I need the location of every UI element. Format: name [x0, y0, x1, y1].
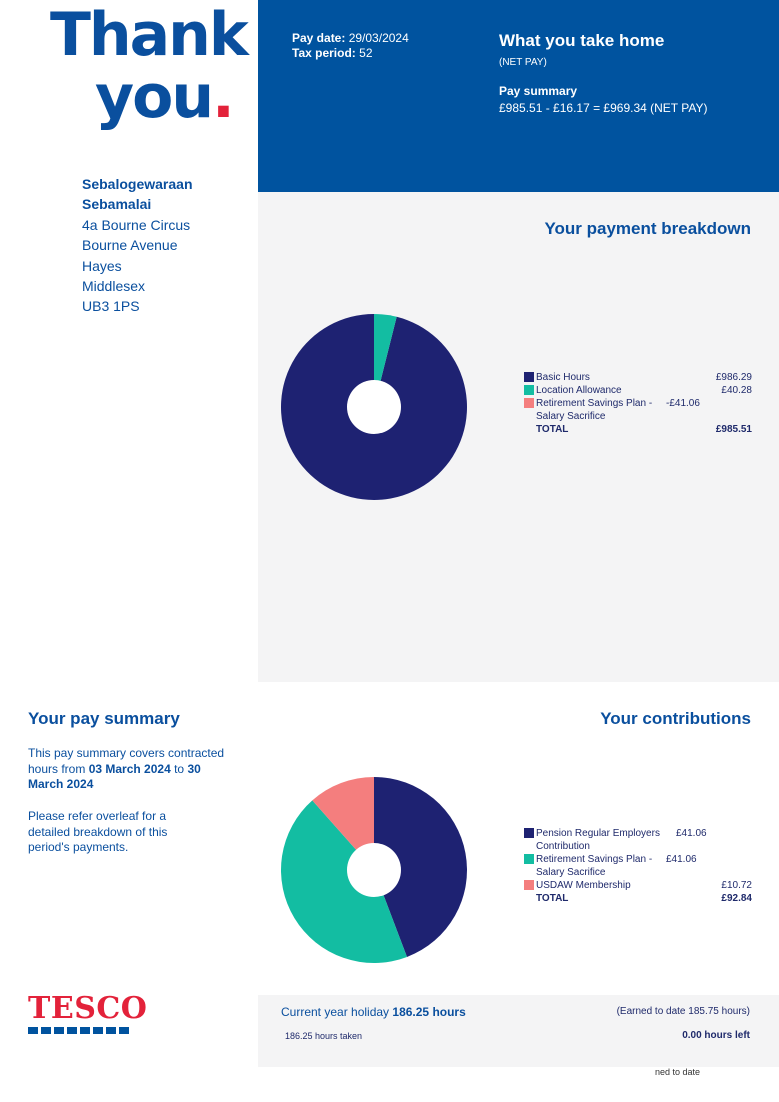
red-dot: .: [212, 62, 233, 132]
pay-summary-title: Your pay summary: [28, 709, 180, 728]
legend-row-retirement-savings: [524, 397, 752, 423]
current-holiday-label: Current year holiday: [281, 1005, 390, 1019]
tesco-logo: [28, 991, 148, 1034]
hours-taken: 186.25 hours taken: [285, 1031, 363, 1041]
net-pay-header: [258, 0, 779, 192]
footer-fragment: ned to date: [655, 1067, 701, 1077]
legend-row-basic-hours: [524, 371, 752, 384]
pay-period-info: [292, 31, 409, 61]
legend-swatch: [524, 880, 534, 890]
total-value: £985.51: [715, 424, 752, 435]
earned-to-date: (Earned to date 185.75 hours): [616, 1006, 750, 1017]
legend-label: Basic Hours: [536, 372, 590, 383]
thank-you-heading: [50, 0, 247, 132]
legend-row-total: [524, 423, 752, 436]
legend-label: Retirement Savings Plan - Salary Sacrifice: [536, 854, 653, 878]
logo-wordmark: TESCO: [28, 991, 148, 1026]
pay-summary-mid: to: [170, 761, 188, 776]
contributions-legend: [524, 827, 752, 905]
current-holiday-value: 186.25 hours: [392, 1005, 466, 1019]
address-line: 4a Bourne Circus: [82, 216, 191, 233]
legend-swatch: [524, 398, 534, 408]
employee-address: [82, 174, 193, 317]
logo-stripes: [28, 1027, 132, 1034]
address-line: Hayes: [82, 257, 122, 274]
hours-left: 0.00 hours left: [682, 1030, 750, 1041]
postcode: UB3 1PS: [82, 298, 140, 315]
pay-summary-label: Pay summary: [499, 84, 578, 98]
contributions-chart: [281, 777, 467, 963]
payment-breakdown-title: Your payment breakdown: [544, 219, 751, 238]
legend-value: £41.06: [676, 828, 707, 839]
legend-row-retirement-savings: [524, 853, 752, 879]
payment-breakdown-chart: [281, 314, 467, 500]
take-home-subtitle: (NET PAY): [499, 57, 547, 68]
pay-summary-prefix: This pay summary covers contracted hours from: [28, 746, 225, 776]
legend-swatch: [524, 372, 534, 382]
legend-label: Location Allowance: [536, 385, 622, 396]
pay-summary-note: Please refer overleaf for a detailed breakdown of this period's payments.: [28, 809, 168, 854]
legend-value: £41.06: [666, 854, 697, 865]
holiday-panel: [258, 995, 779, 1067]
employee-name-line2: Sebamalai: [82, 196, 152, 213]
current-holiday: [281, 1005, 466, 1019]
tax-period: 52: [359, 46, 373, 60]
legend-spacer: [524, 424, 534, 434]
pay-summary-value: £985.51 - £16.17 = £969.34 (NET PAY): [499, 101, 708, 115]
tax-period-label: Tax period:: [292, 46, 356, 60]
period-end: 30 March 2024: [28, 761, 201, 791]
address-line: Bourne Avenue: [82, 237, 178, 254]
contributions-title: Your contributions: [600, 709, 751, 728]
legend-row-total: [524, 892, 752, 905]
total-label: TOTAL: [536, 893, 569, 904]
legend-row-pension: [524, 827, 752, 853]
legend-label: USDAW Membership: [536, 880, 631, 891]
total-label: TOTAL: [536, 424, 569, 435]
pay-date: 29/03/2024: [348, 31, 409, 45]
employee-name-line1: Sebalogewaraan: [82, 176, 193, 192]
legend-swatch: [524, 385, 534, 395]
donut-hole: [347, 843, 401, 897]
thank-word: Thank: [50, 0, 247, 70]
take-home-title: What you take home: [499, 31, 665, 50]
legend-swatch: [524, 854, 534, 864]
payment-breakdown-legend: [524, 371, 752, 436]
legend-spacer: [524, 893, 534, 903]
take-home-block: [499, 31, 707, 115]
legend-label: Pension Regular Employers Contribution: [536, 828, 660, 852]
legend-row-location-allowance: [524, 384, 752, 397]
legend-value: £10.72: [721, 880, 752, 891]
legend-value: £40.28: [721, 385, 752, 396]
you-word: you: [95, 62, 213, 132]
legend-label: Retirement Savings Plan - Salary Sacrifice: [536, 398, 653, 422]
legend-value: -£41.06: [666, 398, 700, 409]
legend-row-usdaw: [524, 879, 752, 892]
legend-swatch: [524, 828, 534, 838]
donut-hole: [347, 380, 401, 434]
pay-summary-paragraph: [28, 746, 238, 793]
pay-date-label: Pay date:: [292, 31, 346, 45]
total-value: £92.84: [721, 893, 752, 904]
legend-value: £986.29: [715, 372, 752, 383]
you-line: [50, 62, 247, 132]
address-line: Middlesex: [82, 278, 146, 295]
period-start: 03 March 2024: [88, 761, 171, 776]
